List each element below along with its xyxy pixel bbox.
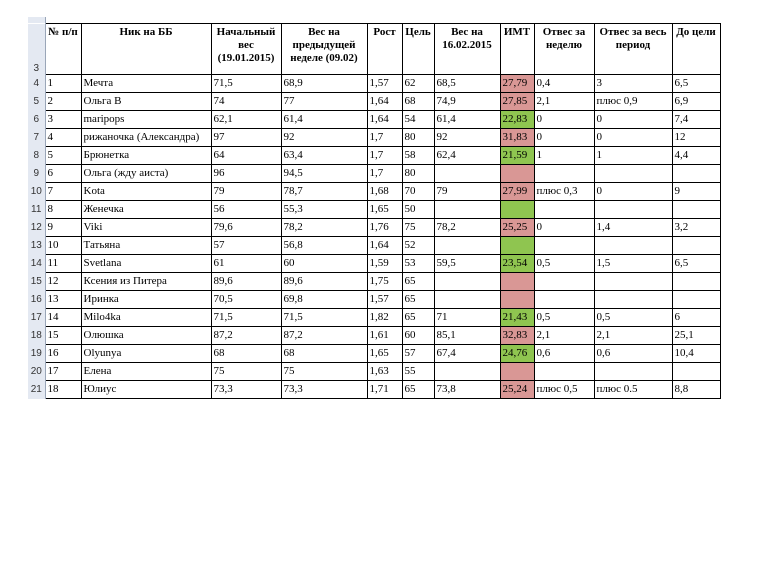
cell-to-goal[interactable]: 25,1: [672, 327, 720, 345]
cell-to-goal[interactable]: 6: [672, 309, 720, 327]
cell-period-loss[interactable]: плюс 0.5: [594, 381, 672, 399]
row-number[interactable]: 8: [28, 147, 45, 165]
row-number[interactable]: 9: [28, 165, 45, 183]
cell-prev-weight[interactable]: 75: [281, 363, 367, 381]
cell-start-weight[interactable]: 89,6: [211, 273, 281, 291]
cell-nick[interactable]: Milo4ka: [81, 309, 211, 327]
cell-to-goal[interactable]: 6,5: [672, 255, 720, 273]
cell-prev-weight[interactable]: 68: [281, 345, 367, 363]
cell-goal[interactable]: 80: [402, 129, 434, 147]
cell-goal[interactable]: 80: [402, 165, 434, 183]
cell-bmi[interactable]: 25,24: [500, 381, 534, 399]
cell-bmi[interactable]: 24,76: [500, 345, 534, 363]
cell-week-loss[interactable]: 2,1: [534, 93, 594, 111]
cell-height[interactable]: 1,68: [367, 183, 402, 201]
cell-week-loss[interactable]: 1: [534, 147, 594, 165]
cell-prev-weight[interactable]: 60: [281, 255, 367, 273]
cell-bmi[interactable]: 32,83: [500, 327, 534, 345]
cell-goal[interactable]: 70: [402, 183, 434, 201]
table-row: [28, 363, 720, 381]
cell-num[interactable]: 15: [45, 327, 81, 345]
cell-goal[interactable]: 55: [402, 363, 434, 381]
cell-goal[interactable]: 58: [402, 147, 434, 165]
cell-num[interactable]: 16: [45, 345, 81, 363]
cell-start-weight[interactable]: 87,2: [211, 327, 281, 345]
cell-nick[interactable]: Брюнетка: [81, 147, 211, 165]
cell-start-weight[interactable]: 79: [211, 183, 281, 201]
cell-goal[interactable]: 52: [402, 237, 434, 255]
cell-period-loss[interactable]: 1: [594, 147, 672, 165]
cell-bmi[interactable]: [500, 291, 534, 309]
cell-prev-weight[interactable]: 77: [281, 93, 367, 111]
cell-period-loss[interactable]: 0: [594, 111, 672, 129]
table-row: [28, 345, 720, 363]
row-number[interactable]: 6: [28, 111, 45, 129]
cell-goal[interactable]: 65: [402, 273, 434, 291]
cell-period-loss[interactable]: [594, 165, 672, 183]
row-number[interactable]: 19: [28, 345, 45, 363]
cell-prev-weight[interactable]: 92: [281, 129, 367, 147]
cell-current-weight[interactable]: 78,2: [434, 219, 500, 237]
header-goal[interactable]: Цель: [402, 24, 434, 75]
cell-current-weight[interactable]: [434, 363, 500, 381]
cell-nick[interactable]: Женечка: [81, 201, 211, 219]
cell-current-weight[interactable]: [434, 201, 500, 219]
row-number[interactable]: 7: [28, 129, 45, 147]
cell-nick[interactable]: Татьяна: [81, 237, 211, 255]
cell-start-weight[interactable]: 56: [211, 201, 281, 219]
cell-start-weight[interactable]: 71,5: [211, 309, 281, 327]
cell-period-loss[interactable]: плюс 0,9: [594, 93, 672, 111]
cell-current-weight[interactable]: [434, 273, 500, 291]
cell-period-loss[interactable]: 2,1: [594, 327, 672, 345]
cell-prev-weight[interactable]: 71,5: [281, 309, 367, 327]
cell-bmi[interactable]: 22,83: [500, 111, 534, 129]
cell-bmi[interactable]: 21,43: [500, 309, 534, 327]
cell-week-loss[interactable]: 0,4: [534, 75, 594, 93]
cell-to-goal[interactable]: 9: [672, 183, 720, 201]
cell-current-weight[interactable]: 73,8: [434, 381, 500, 399]
cell-bmi[interactable]: [500, 237, 534, 255]
cell-height[interactable]: 1,61: [367, 327, 402, 345]
cell-num[interactable]: 3: [45, 111, 81, 129]
cell-num[interactable]: 1: [45, 75, 81, 93]
cell-to-goal[interactable]: 7,4: [672, 111, 720, 129]
cell-period-loss[interactable]: 3: [594, 75, 672, 93]
cell-num[interactable]: 12: [45, 273, 81, 291]
cell-nick[interactable]: Ольга В: [81, 93, 211, 111]
table-row: [28, 93, 720, 111]
row-number[interactable]: 21: [28, 381, 45, 399]
header-to-goal[interactable]: До цели: [672, 24, 720, 75]
cell-height[interactable]: 1,71: [367, 381, 402, 399]
cell-period-loss[interactable]: 0: [594, 183, 672, 201]
cell-prev-weight[interactable]: 68,9: [281, 75, 367, 93]
cell-height[interactable]: 1,7: [367, 165, 402, 183]
cell-start-weight[interactable]: 75: [211, 363, 281, 381]
row-number[interactable]: 10: [28, 183, 45, 201]
cell-prev-weight[interactable]: 89,6: [281, 273, 367, 291]
table-row: [28, 273, 720, 291]
cell-start-weight[interactable]: 68: [211, 345, 281, 363]
cell-to-goal[interactable]: 12: [672, 129, 720, 147]
weight-table: [28, 23, 721, 399]
cell-bmi[interactable]: 23,54: [500, 255, 534, 273]
cell-bmi[interactable]: [500, 201, 534, 219]
cell-period-loss[interactable]: 1,5: [594, 255, 672, 273]
cell-current-weight[interactable]: 71: [434, 309, 500, 327]
cell-current-weight[interactable]: 59,5: [434, 255, 500, 273]
cell-current-weight[interactable]: 74,9: [434, 93, 500, 111]
cell-start-weight[interactable]: 70,5: [211, 291, 281, 309]
cell-num[interactable]: 18: [45, 381, 81, 399]
cell-bmi[interactable]: [500, 273, 534, 291]
cell-num[interactable]: 9: [45, 219, 81, 237]
table-row: [28, 165, 720, 183]
cell-height[interactable]: 1,57: [367, 291, 402, 309]
cell-num[interactable]: 14: [45, 309, 81, 327]
cell-height[interactable]: 1,65: [367, 345, 402, 363]
cell-num[interactable]: 11: [45, 255, 81, 273]
cell-period-loss[interactable]: [594, 237, 672, 255]
cell-height[interactable]: 1,63: [367, 363, 402, 381]
cell-nick[interactable]: Ольга (жду аиста): [81, 165, 211, 183]
cell-nick[interactable]: Ксения из Питера: [81, 273, 211, 291]
row-number[interactable]: 5: [28, 93, 45, 111]
cell-nick[interactable]: рижаночка (Александра): [81, 129, 211, 147]
header-num[interactable]: № п/п: [45, 24, 81, 75]
row-number[interactable]: 14: [28, 255, 45, 273]
cell-num[interactable]: 2: [45, 93, 81, 111]
cell-bmi[interactable]: 21,59: [500, 147, 534, 165]
cell-week-loss[interactable]: 0: [534, 219, 594, 237]
cell-to-goal[interactable]: [672, 291, 720, 309]
cell-nick[interactable]: Kota: [81, 183, 211, 201]
cell-current-weight[interactable]: [434, 237, 500, 255]
table-row: [28, 381, 720, 399]
cell-nick[interactable]: Svetlana: [81, 255, 211, 273]
cell-bmi[interactable]: 27,85: [500, 93, 534, 111]
cell-prev-weight[interactable]: 56,8: [281, 237, 367, 255]
cell-nick[interactable]: Мечта: [81, 75, 211, 93]
cell-prev-weight[interactable]: 61,4: [281, 111, 367, 129]
table-row: [28, 219, 720, 237]
cell-bmi[interactable]: 27,99: [500, 183, 534, 201]
cell-start-weight[interactable]: 62,1: [211, 111, 281, 129]
cell-week-loss[interactable]: [534, 291, 594, 309]
cell-current-weight[interactable]: 62,4: [434, 147, 500, 165]
cell-goal[interactable]: 57: [402, 345, 434, 363]
cell-height[interactable]: 1,64: [367, 93, 402, 111]
table-row: [28, 237, 720, 255]
row-number[interactable]: 3: [28, 24, 45, 75]
cell-current-weight[interactable]: 68,5: [434, 75, 500, 93]
cell-to-goal[interactable]: 6,9: [672, 93, 720, 111]
table-row: [28, 291, 720, 309]
cell-current-weight[interactable]: 67,4: [434, 345, 500, 363]
cell-week-loss[interactable]: [534, 165, 594, 183]
cell-prev-weight[interactable]: 78,7: [281, 183, 367, 201]
cell-nick[interactable]: Елена: [81, 363, 211, 381]
cell-to-goal[interactable]: [672, 165, 720, 183]
cell-num[interactable]: 17: [45, 363, 81, 381]
cell-week-loss[interactable]: 0: [534, 129, 594, 147]
cell-goal[interactable]: 62: [402, 75, 434, 93]
cell-week-loss[interactable]: 0,5: [534, 309, 594, 327]
spreadsheet: [28, 23, 721, 399]
header-current-weight[interactable]: Вес на 16.02.2015: [434, 24, 500, 75]
row-number[interactable]: 11: [28, 201, 45, 219]
cell-num[interactable]: 5: [45, 147, 81, 165]
cell-start-weight[interactable]: 61: [211, 255, 281, 273]
cell-start-weight[interactable]: 97: [211, 129, 281, 147]
cell-current-weight[interactable]: 79: [434, 183, 500, 201]
cell-height[interactable]: 1,57: [367, 75, 402, 93]
header-period-loss[interactable]: Отвес за весь период: [594, 24, 672, 75]
cell-to-goal[interactable]: 8,8: [672, 381, 720, 399]
cell-week-loss[interactable]: 2,1: [534, 327, 594, 345]
cell-to-goal[interactable]: [672, 273, 720, 291]
cell-current-weight[interactable]: 61,4: [434, 111, 500, 129]
cell-period-loss[interactable]: [594, 363, 672, 381]
cell-week-loss[interactable]: [534, 273, 594, 291]
table-row: [28, 147, 720, 165]
cell-week-loss[interactable]: 0: [534, 111, 594, 129]
cell-prev-weight[interactable]: 78,2: [281, 219, 367, 237]
cell-height[interactable]: 1,75: [367, 273, 402, 291]
cell-current-weight[interactable]: 92: [434, 129, 500, 147]
cell-start-weight[interactable]: 74: [211, 93, 281, 111]
cell-goal[interactable]: 50: [402, 201, 434, 219]
cell-period-loss[interactable]: 0: [594, 129, 672, 147]
cell-prev-weight[interactable]: 55,3: [281, 201, 367, 219]
cell-bmi[interactable]: 25,25: [500, 219, 534, 237]
cell-nick[interactable]: Viki: [81, 219, 211, 237]
cell-start-weight[interactable]: 96: [211, 165, 281, 183]
cell-goal[interactable]: 54: [402, 111, 434, 129]
cell-to-goal[interactable]: [672, 237, 720, 255]
cell-to-goal[interactable]: [672, 363, 720, 381]
cell-height[interactable]: 1,7: [367, 147, 402, 165]
table-row: [28, 129, 720, 147]
row-number[interactable]: 20: [28, 363, 45, 381]
header-nick[interactable]: Ник на ББ: [81, 24, 211, 75]
cell-nick[interactable]: maripops: [81, 111, 211, 129]
cell-bmi[interactable]: 27,79: [500, 75, 534, 93]
table-row: [28, 327, 720, 345]
header-height[interactable]: Рост: [367, 24, 402, 75]
cell-num[interactable]: 13: [45, 291, 81, 309]
cell-height[interactable]: 1,64: [367, 237, 402, 255]
row-number[interactable]: 4: [28, 75, 45, 93]
header-start-weight[interactable]: Начальный вес (19.01.2015): [211, 24, 281, 75]
cell-period-loss[interactable]: [594, 201, 672, 219]
row-number[interactable]: 13: [28, 237, 45, 255]
cell-period-loss[interactable]: 1,4: [594, 219, 672, 237]
cell-prev-weight[interactable]: 69,8: [281, 291, 367, 309]
table-row: [28, 255, 720, 273]
cell-bmi[interactable]: [500, 363, 534, 381]
cell-current-weight[interactable]: [434, 291, 500, 309]
cell-week-loss[interactable]: [534, 201, 594, 219]
cell-to-goal[interactable]: [672, 201, 720, 219]
cell-current-weight[interactable]: 85,1: [434, 327, 500, 345]
cell-period-loss[interactable]: 0,5: [594, 309, 672, 327]
row-number[interactable]: 16: [28, 291, 45, 309]
cell-nick[interactable]: Юлиус: [81, 381, 211, 399]
cell-start-weight[interactable]: 73,3: [211, 381, 281, 399]
table-row: [28, 201, 720, 219]
cell-num[interactable]: 7: [45, 183, 81, 201]
cell-start-weight[interactable]: 57: [211, 237, 281, 255]
cell-prev-weight[interactable]: 87,2: [281, 327, 367, 345]
cell-week-loss[interactable]: плюс 0,5: [534, 381, 594, 399]
cell-to-goal[interactable]: 3,2: [672, 219, 720, 237]
cell-start-weight[interactable]: 71,5: [211, 75, 281, 93]
cell-prev-weight[interactable]: 63,4: [281, 147, 367, 165]
cell-num[interactable]: 6: [45, 165, 81, 183]
cell-to-goal[interactable]: 4,4: [672, 147, 720, 165]
table-row: [28, 309, 720, 327]
cell-prev-weight[interactable]: 94,5: [281, 165, 367, 183]
cell-num[interactable]: 4: [45, 129, 81, 147]
row-number[interactable]: 18: [28, 327, 45, 345]
row-number[interactable]: 12: [28, 219, 45, 237]
table-row: [28, 183, 720, 201]
cell-week-loss[interactable]: 0,6: [534, 345, 594, 363]
cell-goal[interactable]: 65: [402, 309, 434, 327]
cell-height[interactable]: 1,59: [367, 255, 402, 273]
cell-to-goal[interactable]: 10,4: [672, 345, 720, 363]
cell-to-goal[interactable]: 6,5: [672, 75, 720, 93]
cell-height[interactable]: 1,65: [367, 201, 402, 219]
cell-week-loss[interactable]: плюс 0,3: [534, 183, 594, 201]
cell-period-loss[interactable]: [594, 273, 672, 291]
table-row: [28, 75, 720, 93]
cell-bmi[interactable]: [500, 165, 534, 183]
cell-goal[interactable]: 65: [402, 291, 434, 309]
cell-start-weight[interactable]: 79,6: [211, 219, 281, 237]
cell-start-weight[interactable]: 64: [211, 147, 281, 165]
cell-height[interactable]: 1,7: [367, 129, 402, 147]
header-week-loss[interactable]: Отвес за неделю: [534, 24, 594, 75]
cell-goal[interactable]: 60: [402, 327, 434, 345]
cell-num[interactable]: 8: [45, 201, 81, 219]
cell-week-loss[interactable]: [534, 363, 594, 381]
cell-height[interactable]: 1,82: [367, 309, 402, 327]
cell-prev-weight[interactable]: 73,3: [281, 381, 367, 399]
cell-goal[interactable]: 53: [402, 255, 434, 273]
row-number[interactable]: 15: [28, 273, 45, 291]
row-number[interactable]: 17: [28, 309, 45, 327]
cell-nick[interactable]: Olyunya: [81, 345, 211, 363]
cell-current-weight[interactable]: [434, 165, 500, 183]
cell-goal[interactable]: 65: [402, 381, 434, 399]
header-row: [28, 24, 720, 75]
cell-bmi[interactable]: 31,83: [500, 129, 534, 147]
header-bmi[interactable]: ИМТ: [500, 24, 534, 75]
cell-height[interactable]: 1,76: [367, 219, 402, 237]
cell-nick[interactable]: Иринка: [81, 291, 211, 309]
cell-week-loss[interactable]: [534, 237, 594, 255]
cell-nick[interactable]: Олюшка: [81, 327, 211, 345]
cell-height[interactable]: 1,64: [367, 111, 402, 129]
cell-period-loss[interactable]: 0,6: [594, 345, 672, 363]
cell-goal[interactable]: 75: [402, 219, 434, 237]
header-prev-weight[interactable]: Вес на предыдущей неделе (09.02): [281, 24, 367, 75]
table-row: [28, 111, 720, 129]
cell-period-loss[interactable]: [594, 291, 672, 309]
cell-goal[interactable]: 68: [402, 93, 434, 111]
cell-num[interactable]: 10: [45, 237, 81, 255]
cell-week-loss[interactable]: 0,5: [534, 255, 594, 273]
